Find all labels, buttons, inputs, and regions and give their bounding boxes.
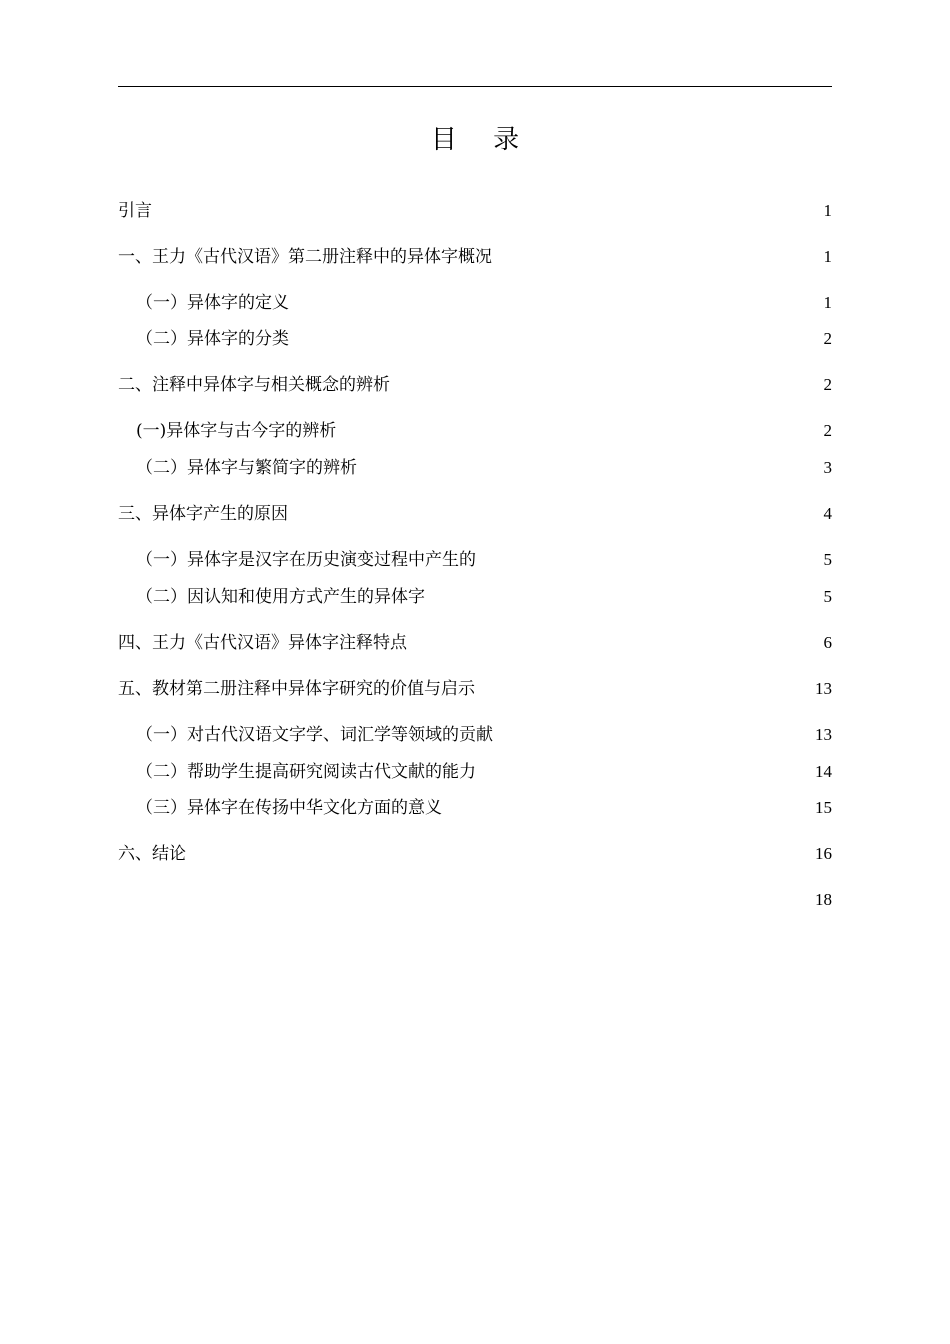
toc-entry-page: 6 [823, 633, 832, 652]
toc-entry-page: 4 [823, 504, 832, 523]
toc-entry-label: 六、结论 [118, 844, 186, 864]
toc-entry-label: （一）对古代汉语文字学、词汇学等领域的贡献 [136, 725, 493, 745]
toc-entry-page: 2 [823, 421, 832, 440]
toc-entry-page: 5 [823, 550, 832, 569]
toc-entry[interactable] [136, 722, 832, 748]
toc-entry[interactable] [118, 198, 832, 224]
toc-entry-page: 13 [815, 725, 832, 744]
toc-entry[interactable] [136, 326, 832, 352]
toc-entry-page: 2 [823, 375, 832, 394]
toc-entry-page: 1 [823, 293, 832, 312]
toc-entry-page: 15 [815, 798, 832, 817]
toc-entry-page: 2 [823, 329, 832, 348]
header-rule [118, 86, 832, 87]
toc-entry-label: (一)异体字与古今字的辨析 [136, 421, 337, 441]
toc-entry-label: 五、教材第二册注释中异体字研究的价值与启示 [118, 679, 475, 699]
toc-entry-label: 二、注释中异体字与相关概念的辨析 [118, 375, 390, 395]
toc-entry[interactable] [136, 290, 832, 316]
toc-entry-page: 5 [823, 587, 832, 606]
toc-entry-page: 3 [823, 458, 832, 477]
toc-entry[interactable] [136, 547, 832, 573]
toc-entry[interactable] [136, 584, 832, 610]
toc-entry-label: 一、王力《古代汉语》第二册注释中的异体字概况 [118, 247, 492, 267]
toc-title: 目 录 [430, 125, 534, 155]
toc-entry-label: 引言 [118, 201, 152, 221]
toc-entry-page: 14 [815, 762, 832, 781]
toc-entry[interactable] [136, 795, 832, 821]
toc-entry[interactable] [118, 630, 832, 656]
toc-entry-label: （一）异体字的定义 [136, 293, 289, 313]
toc-entry-label: （三）异体字在传扬中华文化方面的意义 [136, 798, 442, 818]
toc-entry[interactable] [118, 887, 832, 913]
toc-entry[interactable] [136, 759, 832, 785]
toc-entry-label: 三、异体字产生的原因 [118, 504, 288, 524]
toc-entry-label: （二）异体字的分类 [136, 329, 289, 349]
toc-entry-label: （二）因认知和使用方式产生的异体字 [136, 587, 425, 607]
toc-entry[interactable] [118, 676, 832, 702]
toc-entry-page: 16 [815, 844, 832, 863]
toc-entry[interactable] [118, 501, 832, 527]
toc-entry-page: 1 [823, 247, 832, 266]
toc-entry-label: 四、王力《古代汉语》异体字注释特点 [118, 633, 407, 653]
toc-entry-label: （一）异体字是汉字在历史演变过程中产生的 [136, 550, 476, 570]
toc-entry-page: 18 [815, 890, 832, 909]
toc-entry[interactable] [118, 841, 832, 867]
toc-entry[interactable] [136, 455, 832, 481]
toc-entry[interactable] [136, 418, 832, 444]
toc-entry-page: 13 [815, 679, 832, 698]
toc-entry-page: 1 [823, 201, 832, 220]
toc-entry[interactable] [118, 244, 832, 270]
toc-entry-label: （二）异体字与繁简字的辨析 [136, 458, 357, 478]
toc-entry-label: （二）帮助学生提高研究阅读古代文献的能力 [136, 762, 476, 782]
toc-entry[interactable] [118, 372, 832, 398]
